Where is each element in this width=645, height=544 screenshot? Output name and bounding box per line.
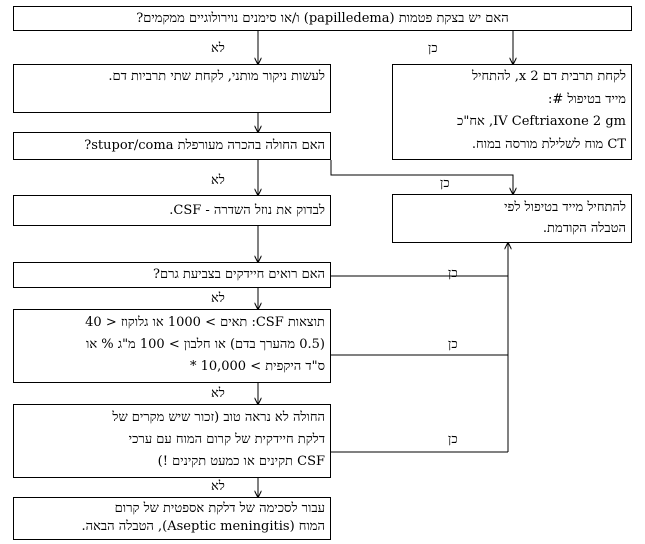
start-treatment-box: [392, 194, 632, 243]
label-yes-stupor: כן: [440, 176, 450, 191]
label-yes-q1: כן: [428, 41, 438, 56]
unwell-line-1: החולה לא נראה טוב (זכור שיש מקרים של: [112, 410, 325, 425]
aseptic-line-2: המוח (Aseptic meningitis), הטבלה הבאה.: [81, 519, 325, 534]
treatment-line-1: להתחיל מייד בטיפול לפי: [504, 200, 626, 215]
cultures-line-3: IV Ceftriaxone 2 gm, אח"כ: [457, 114, 626, 129]
label-no-results: לא: [211, 386, 225, 401]
lumbar-puncture-box: [13, 64, 331, 113]
label-no-q1: לא: [211, 41, 225, 56]
question-gram-box: [13, 262, 331, 288]
lumbar-puncture-text: לעשות ניקור מותני, לקחת שתי תרביות דם.: [108, 69, 325, 84]
cultures-line-4: CT מוח לשלילת מורסה במוח.: [471, 136, 626, 152]
aseptic-line-1: עבור לסכימה של דלקת אספטית של קרום: [114, 501, 325, 516]
question-stupor-text: האם החולה בהכרה מעורפלת stupor/coma?: [84, 138, 325, 153]
label-no-unwell: לא: [211, 479, 225, 494]
blood-cultures-treatment-box: [392, 64, 632, 160]
check-csf-box: [13, 195, 331, 226]
cultures-line-2: מייד בטיפול #:: [547, 91, 626, 107]
label-yes-unwell: כן: [448, 432, 458, 447]
patient-unwell-box: [13, 404, 331, 478]
arrow-stupor-to-treatment: [331, 160, 513, 194]
unwell-line-3: CSF תקינים או כמעט תקינים !): [157, 454, 325, 469]
question-stupor-box: [13, 132, 331, 160]
cultures-line-1: לקחת תרבית דם 2 x, להתחיל: [471, 69, 626, 84]
check-csf-text: לבדוק את נוזל השדרה - CSF.: [169, 203, 325, 218]
label-yes-results: כן: [448, 337, 458, 352]
results-line-1: תוצאות CSF: תאים > 1000 או גלוקוז < 40: [85, 315, 325, 330]
results-line-3: ס"ד היקפית > 10,000 *: [189, 359, 325, 374]
question-papilledema-box: [13, 6, 632, 31]
label-yes-gram: כן: [448, 266, 458, 281]
csf-results-box: [13, 309, 331, 383]
label-no-stupor: לא: [211, 173, 225, 188]
question-papilledema-text: האם יש בצקת פטמות (papilledema) ו/או סימנים נוירולוגיים ממקמים?: [136, 11, 509, 26]
label-no-gram: לא: [211, 291, 225, 306]
question-gram-text: האם רואים חיידקים בצביעת גרם?: [153, 267, 325, 282]
results-line-2: (0.5 מהערך בדם) או חלבון > 100 מ"ג % או: [86, 337, 325, 352]
unwell-line-2: דלקת חיידקית של קרום המוח עם ערכי: [128, 432, 325, 447]
aseptic-meningitis-box: [13, 497, 331, 540]
treatment-line-2: הטבלה הקודמת.: [542, 221, 626, 236]
